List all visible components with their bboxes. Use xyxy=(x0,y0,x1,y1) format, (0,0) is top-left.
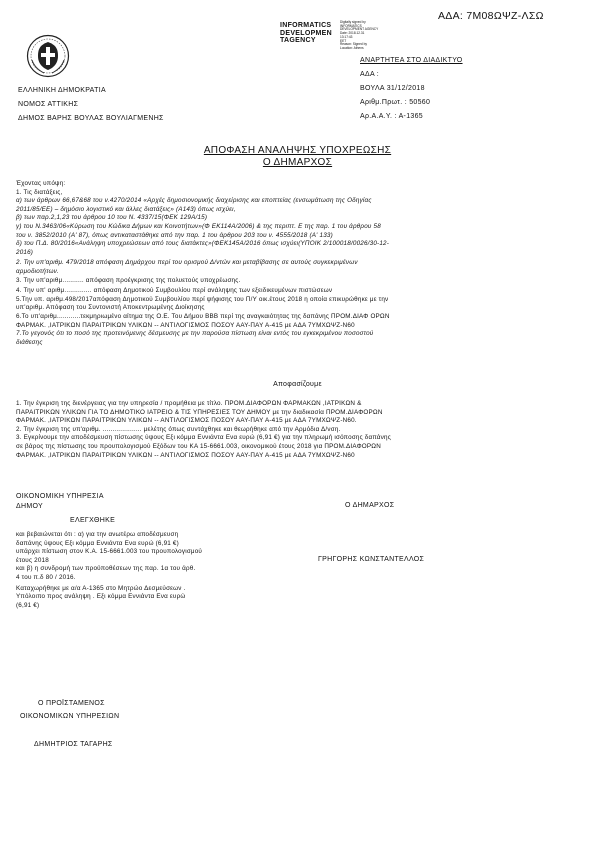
digital-signature-info xyxy=(340,21,378,51)
title-line-2: Ο ΔΗΜΑΡΧΟΣ xyxy=(262,157,333,168)
head-title-line-2: ΟΙΚΟΝΟΜΙΚΩΝ ΥΠΗΡΕΣΙΩΝ xyxy=(20,713,120,720)
municipality-label: ΔΗΜΟΣ ΒΑΡΗΣ ΒΟΥΛΑΣ ΒΟΥΛΙΑΓΜΕΝΗΣ xyxy=(18,115,164,122)
header-right xyxy=(360,54,463,124)
protocol-number: Αριθμ.Πρωτ. : 50560 xyxy=(360,99,431,106)
verification-line: Υπόλοιπο προς ανάληψη . Εξι κόμμα Εννιάντα Ενα ευρώ xyxy=(16,593,186,601)
aay-number: Αρ.Α.Α.Υ. : Α-1365 xyxy=(360,113,423,120)
posting-notice: ΑΝΑΡΤΗΤΕΑ ΣΤΟ ΔΙΑΔΙΚΤΥΟ xyxy=(360,57,463,64)
sig-line: Digitally signed by xyxy=(340,20,366,24)
body-line: δ) του Π.Δ. 80/2016«Ανάληψη υποχρεώσεων από τους διατάκτες»(ΦΕΚ145Α/2016 όπως ισχύει(ΥΠΟΙΚ 2/100018/0026/30-12- xyxy=(16,240,390,248)
decision-line: ΦΑΡΜΑΚ. ,ΙΑΤΡΙΚΩΝ ΠΑΡΑΙΤΡΙΚΩΝ ΥΛΙΚΩΝ -- ΑΝΤΙΛΟΓΙΣΜΟΣ ΠΟΣΟΥ ΑΑΥ-ΠΑΥ Α-415 με ΑΔΑ 7ΥΜΧΩΨΖ-Ν60. xyxy=(16,417,357,425)
mayor-name: ΓΡΗΓΟΡΗΣ ΚΩΝΣΤΑΝΤΕΛΛΟΣ xyxy=(318,556,425,563)
body-line: διάθεσης xyxy=(16,338,43,346)
header-left xyxy=(18,84,164,126)
body-line: 2. Την υπ'αριθμ. 479/2018 απόφαση Δημάρχου περί του ορισμού Δ/ντών και μεταβίβασης σε αυτούς συγκεκριμένων xyxy=(16,259,358,267)
sig-line: 13:17:43 xyxy=(340,34,353,39)
verified-label: ΕΛΕΓΧΘΗΚΕ xyxy=(70,517,116,524)
decide-heading: Αποφασίζουμε xyxy=(273,381,322,388)
finance-service-line-1: ΟΙΚΟΝΟΜΙΚΗ ΥΠΗΡΕΣΙΑ xyxy=(16,493,104,500)
sig-line: Date: 2018.12.31 xyxy=(340,31,365,36)
body-line: υπ'αριθμ. Απόφαση του Συντονιστή Αποκεντρωμένης Διοίκησης xyxy=(16,304,205,312)
body-line: 2016) xyxy=(16,248,34,256)
verification-line: Καταχωρήθηκε με α/α Α-1365 στο Μητρώο Δεσμεύσεων . xyxy=(16,584,186,592)
republic-label: ΕΛΛΗΝΙΚΗ ΔΗΜΟΚΡΑΤΙΑ xyxy=(18,87,106,94)
date-field: ΒΟΥΛΑ 31/12/2018 xyxy=(360,85,425,92)
verification-line: έτους 2018 xyxy=(16,556,49,564)
mayor-heading: Ο ΔΗΜΑΡΧΟΣ xyxy=(345,502,395,509)
ada-code: ΑΔΑ: 7Μ08ΩΨΖ-ΛΣΩ xyxy=(438,10,544,22)
body-line: γ) του Ν.3463/06«Κύρωση του Κώδικα Δήμων και Κοινοτήτων»(Φ ΕΚ114Α/2006) & της περιπτ. Ε της παρ. 1 του άρθρου 58 xyxy=(16,222,381,230)
body-line: Έχοντας υπόψη: xyxy=(16,180,66,187)
considerations-block xyxy=(16,180,390,347)
body-line: 7.Το γεγονός ότι το ποσό της προτεινόμενης δέσμευσης με την παρούσα πίστωση είναι εντός του εγκεκριμένου ποσοστού xyxy=(16,330,374,338)
decision-line: 3. Εγκρίνουμε την αποδέσμευση πίστωσης ύψους Εξι κόμμα Εννιάντα Ενα ευρώ (6,91 €) για την πληρωμή ισόποσης δαπάνης xyxy=(16,434,391,442)
body-line: 5.Την υπ. αριθμ.498/2017απόφαση Δημοτικού Συμβουλίου περί ψήφισης του Π/Υ οικ.έτους 2018 η οποία επικυρώθηκε με την xyxy=(16,295,389,303)
prefecture-label: ΝΟΜΟΣ ΑΤΤΙΚΗΣ xyxy=(18,101,79,108)
body-line: 3. Την υπ'αριθμ........... απόφαση προέγκρισης της πολυετούς υποχρέωσης. xyxy=(16,276,241,284)
body-line: του ν. 3852/2010 (Α' 87), όπως αντικαταστάθηκε από την παρ. 1 του άρθρου 203 του ν. 4555/2018 (Α' 133) xyxy=(16,231,333,239)
body-line: 4. Την υπ' αριθμ.............. απόφαση Δημοτικού Συμβουλίου περί ανάληψης των εξειδικευμένων πιστώσεων xyxy=(16,287,333,295)
it-agency-logo xyxy=(280,22,332,45)
head-title-line-1: Ο ΠΡΟΪΣΤΑΜΕΝΟΣ xyxy=(38,700,105,707)
finance-service xyxy=(16,492,104,512)
body-line: αρμοδιοτήτων. xyxy=(16,267,59,275)
body-line: α) των άρθρων 66,67&68 του ν.4270/2014 «Αρχές δημοσιονομικής διαχείρισης και εποπτείας (ενσωμάτωση της Οδηγίας xyxy=(16,197,372,205)
verification-line: και βεβαιώνεται ότι : α) για την ανωτέρω αποδέσμευση xyxy=(16,531,179,538)
decision-line: ΦΑΡΜΑΚ. ,ΙΑΤΡΙΚΩΝ ΠΑΡΑΙΤΡΙΚΩΝ ΥΛΙΚΩΝ -- ΑΝΤΙΛΟΓΙΣΜΟΣ ΠΟΣΟΥ ΑΑΥ-ΠΑΥ Α-415 με ΑΔΑ 7ΥΜΧΩΨΖ-Ν60 xyxy=(16,451,355,459)
verification-line: 4 του π.δ 80 / 2016. xyxy=(16,573,76,581)
sig-line: Reason: Signed by xyxy=(340,42,367,47)
decision-line: ΠΑΡΑΙΤΡΙΚΩΝ ΥΛΙΚΩΝ ΓΙΑ ΤΟ ΔΗΜΟΤΙΚΟ ΙΑΤΡΕΙΟ & ΤΙΣ ΥΠΗΡΕΣΙΕΣ ΤΟΥ ΔΗΜΟΥ με την διαδικασία ΠΡΟΜ.ΔΙΑΦΟΡΩΝ xyxy=(16,408,383,416)
it-agency-line-1: INFORMATICS xyxy=(280,22,332,29)
verification-line: υπάρχει πίστωση στον Κ.Α. 15-6661.003 του προυπολογισμού xyxy=(16,548,203,556)
sig-line: INFORMATICS xyxy=(340,23,362,28)
verification-line: δαπάνης ύψους Εξι κόμμα Εννιάντα Ενα ευρώ (6,91 €) xyxy=(16,539,179,547)
it-agency-line-2: DEVELOPMEN xyxy=(280,29,333,37)
body-line: β) των παρ.2,1,23 του άρθρου 10 του Ν. 4337/15(ΦΕΚ 129Α/15) xyxy=(16,214,208,222)
it-agency-line-3: TAGENCY xyxy=(280,37,316,45)
head-financial-title xyxy=(20,697,119,723)
coat-of-arms-emblem xyxy=(26,34,70,78)
decision-line: 2. Την έγκριση της υπ'αριθμ. .................... μελέτης όπως συντάχθηκε και θεωρήθηκε από την Αρμόδια Δ/νση. xyxy=(16,425,341,433)
body-line: 2011/85/ΕΕ) – δημόσιο λογιστικό και άλλες διατάξεις» (Α143) όπως ισχύει, xyxy=(16,205,236,213)
sig-line: DEVELOPMENT AGENCY xyxy=(340,27,379,32)
verification-line: (6,91 €) xyxy=(16,601,40,609)
decision-block xyxy=(16,400,391,460)
head-name: ΔΗΜΗΤΡΙΟΣ ΤΑΓΑΡΗΣ xyxy=(34,741,113,748)
sig-line: EET xyxy=(340,38,347,43)
body-line: ΦΑΡΜΑΚ. ,ΙΑΤΡΙΚΩΝ ΠΑΡΑΙΤΡΙΚΩΝ ΥΛΙΚΩΝ -- ΑΝΤΙΛΟΓΙΣΜΟΣ ΠΟΣΟΥ ΑΑΥ-ΠΑΥ Α-415 με ΑΔΑ 7ΥΜΧΩΨΖ-Ν60 xyxy=(16,321,355,329)
ada-field: ΑΔΑ : xyxy=(360,71,380,78)
verification-line: και β) η συνδρομή των προϋποθέσεων της παρ. 1α του άρθ. xyxy=(16,565,196,573)
verification-block xyxy=(16,531,202,610)
title-line-1: ΑΠΟΦΑΣΗ ΑΝΑΛΗΨΗΣ ΥΠΟΧΡΕΩΣΗΣ xyxy=(203,145,392,156)
finance-service-line-2: ΔΗΜΟΥ xyxy=(16,503,43,510)
body-line: 6.Το υπ'αριθμ............τεκμηριωμένο αίτημα της Ο.Ε. Του Δήμου ΒΒΒ περί της αναγκαιότητας της δαπάνης ΠΡΟΜ.ΔΙΑΦ ΟΡΩΝ xyxy=(16,312,390,320)
document-title xyxy=(0,145,595,169)
body-line: 1. Τις διατάξεις, xyxy=(16,188,63,196)
decision-line: 1. Την έγκριση της διενέργειας για την υπηρεσία / προμήθεια με τίτλο. ΠΡΟΜ.ΔΙΑΦΟΡΩΝ ΦΑΡΜΑΚΩΝ ,ΙΑΤΡΙΚΩΝ & xyxy=(16,400,362,407)
decision-line: σε βάρος της πίστωσης του προυπολογισμού Εξόδων του ΚΑ 15-6661.003, οικονομικού έτους 2018 για ΠΡΟΜ.ΔΙΑΦΟΡΩΝ xyxy=(16,442,381,450)
sig-line: Location: Athens xyxy=(340,45,364,50)
